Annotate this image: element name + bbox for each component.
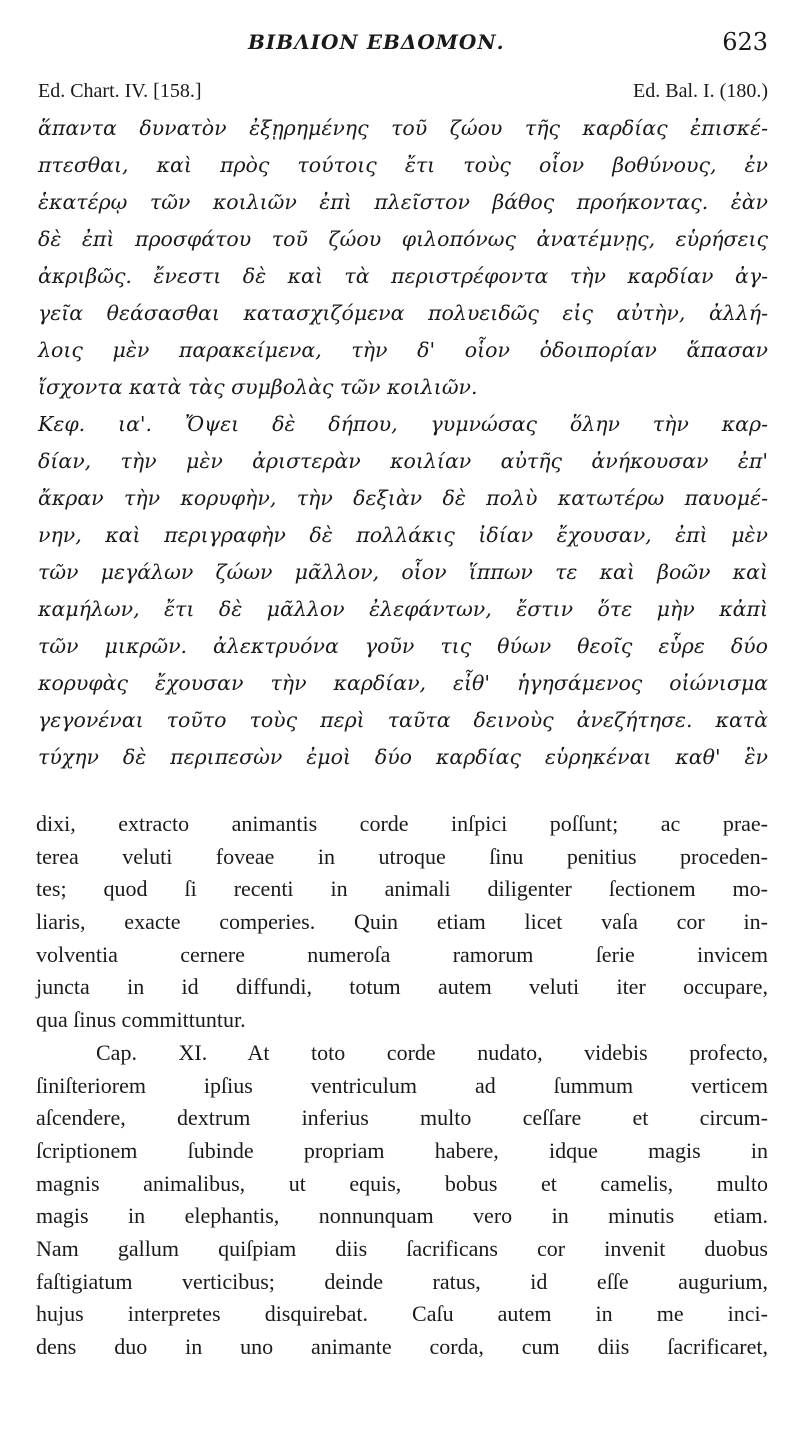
greek-text — [38, 110, 768, 776]
edition-basel: Ed. Bal. I. (180.) — [633, 80, 768, 102]
greek-line: γεγονέναι τοῦτο τοὺς περὶ ταῦτα δεινοὺς ἀνεζήτησε. κατὰ — [38, 708, 768, 732]
greek-line: τύχην δὲ περιπεσὼν ἐμοὶ δύο καρδίας εὑρηκέναι καθ' ἓν — [38, 745, 768, 769]
greek-line: λοις μὲν παρακείμενα, τὴν δ' οἷον ὁδοιπορίαν ἅπασαν — [38, 338, 768, 362]
latin-line: tes; quod ſi recenti in animali diligenter ſectionem mo- — [36, 876, 768, 902]
running-head — [0, 28, 800, 58]
latin-line: dixi, extracto animantis corde inſpici poſſunt; ac prae- — [36, 811, 768, 836]
greek-line: καμήλων, ἔτι δὲ μᾶλλον ἐλεφάντων, ἔστιν ὅτε μὴν κἀπὶ — [38, 597, 768, 621]
greek-line: δὲ ἐπὶ προσφάτου τοῦ ζώου φιλοπόνως ἀνατέμνῃς, εὑρήσεις — [38, 227, 768, 251]
latin-line: liaris, exacte comperies. Quin etiam licet vaſa cor in- — [36, 909, 768, 935]
latin-line: Cap. XI. At toto corde nudato, videbis profecto, — [96, 1039, 768, 1065]
greek-line: νην, καὶ περιγραφὴν δὲ πολλάκις ἰδίαν ἔχουσαν, ἐπὶ μὲν — [38, 523, 768, 547]
latin-line: terea veluti foveae in utroque ſinu penitius proceden- — [36, 843, 768, 869]
latin-line: ſiniſteriorem ipſius ventriculum ad ſummum verticem — [36, 1072, 768, 1098]
greek-line: δίαν, τὴν μὲν ἀριστερὰν κοιλίαν αὐτῆς ἀνήκουσαν ἐπ' — [38, 449, 768, 473]
latin-line: dens duo in uno animante corda, cum diis ſacrificaret, — [36, 1334, 768, 1359]
greek-line: γεῖα θεάσασθαι κατασχιζόμενα πολυειδῶς εἰς αὐτὴν, ἀλλή- — [38, 301, 768, 325]
edition-references — [38, 80, 768, 106]
edition-chartier: Ed. Chart. IV. [158.] — [38, 80, 202, 102]
latin-line: magis in elephantis, nonnunquam vero in minutis etiam. — [36, 1203, 768, 1229]
greek-line: ἀκριβῶς. ἔνεστι δὲ καὶ τὰ περιστρέφοντα τὴν καρδίαν ἀγ- — [38, 264, 768, 288]
latin-line: volventia cernere numeroſa ramorum ſerie invicem — [36, 941, 768, 967]
greek-line: τῶν μεγάλων ζώων μᾶλλον, οἷον ἵππων τε καὶ βοῶν καὶ — [38, 560, 768, 584]
latin-text — [36, 808, 768, 1364]
latin-line: magnis animalibus, ut equis, bobus et camelis, multo — [36, 1170, 768, 1196]
latin-line: hujus interpretes disquirebat. Caſu autem in me inci- — [36, 1301, 768, 1327]
latin-line: aſcendere, dextrum inferius multo ceſſare et circum- — [36, 1105, 768, 1131]
greek-line: ἑκατέρῳ τῶν κοιλιῶν ἐπὶ πλεῖστον βάθος προήκοντας. ἐὰν — [38, 190, 768, 214]
greek-line: τῶν μικρῶν. ἀλεκτρυόνα γοῦν τις θύων θεοῖς εὗρε δύο — [38, 634, 768, 658]
greek-line: πτεσθαι, καὶ πρὸς τούτοις ἔτι τοὺς οἷον βοθύνους, ἐν — [38, 153, 768, 177]
page-number: 623 — [722, 28, 768, 56]
latin-line: ſcriptionem ſubinde propriam habere, idque magis in — [36, 1137, 768, 1163]
greek-line: ἄκραν τὴν κορυφὴν, τὴν δεξιὰν δὲ πολὺ κατωτέρω παυομέ- — [38, 486, 768, 510]
greek-line: κορυφὰς ἔχουσαν τὴν καρδίαν, εἶθ' ἡγησάμενος οἰώνισμα — [38, 671, 768, 695]
greek-line: ἅπαντα δυνατὸν ἐξῃρημένης τοῦ ζώου τῆς καρδίας ἐπισκέ- — [38, 116, 768, 140]
greek-line: Κεφ. ια'. Ὄψει δὲ δήπου, γυμνώσας ὅλην τὴν καρ- — [38, 412, 768, 436]
latin-line: Nam gallum quiſpiam diis ſacrificans cor invenit duobus — [36, 1235, 768, 1261]
latin-line: juncta in id diffundi, totum autem veluti iter occupare, — [36, 974, 768, 1000]
book-title: ΒΙΒΛΙΟΝ ΕΒΔΟΜΟΝ. — [248, 30, 505, 54]
greek-line: ἴσχοντα κατὰ τὰς συμβολὰς τῶν κοιλιῶν. — [38, 375, 478, 399]
latin-line: faſtigiatum verticibus; deinde ratus, id eſſe augurium, — [36, 1268, 768, 1294]
latin-line: qua ſinus committuntur. — [36, 1007, 246, 1033]
